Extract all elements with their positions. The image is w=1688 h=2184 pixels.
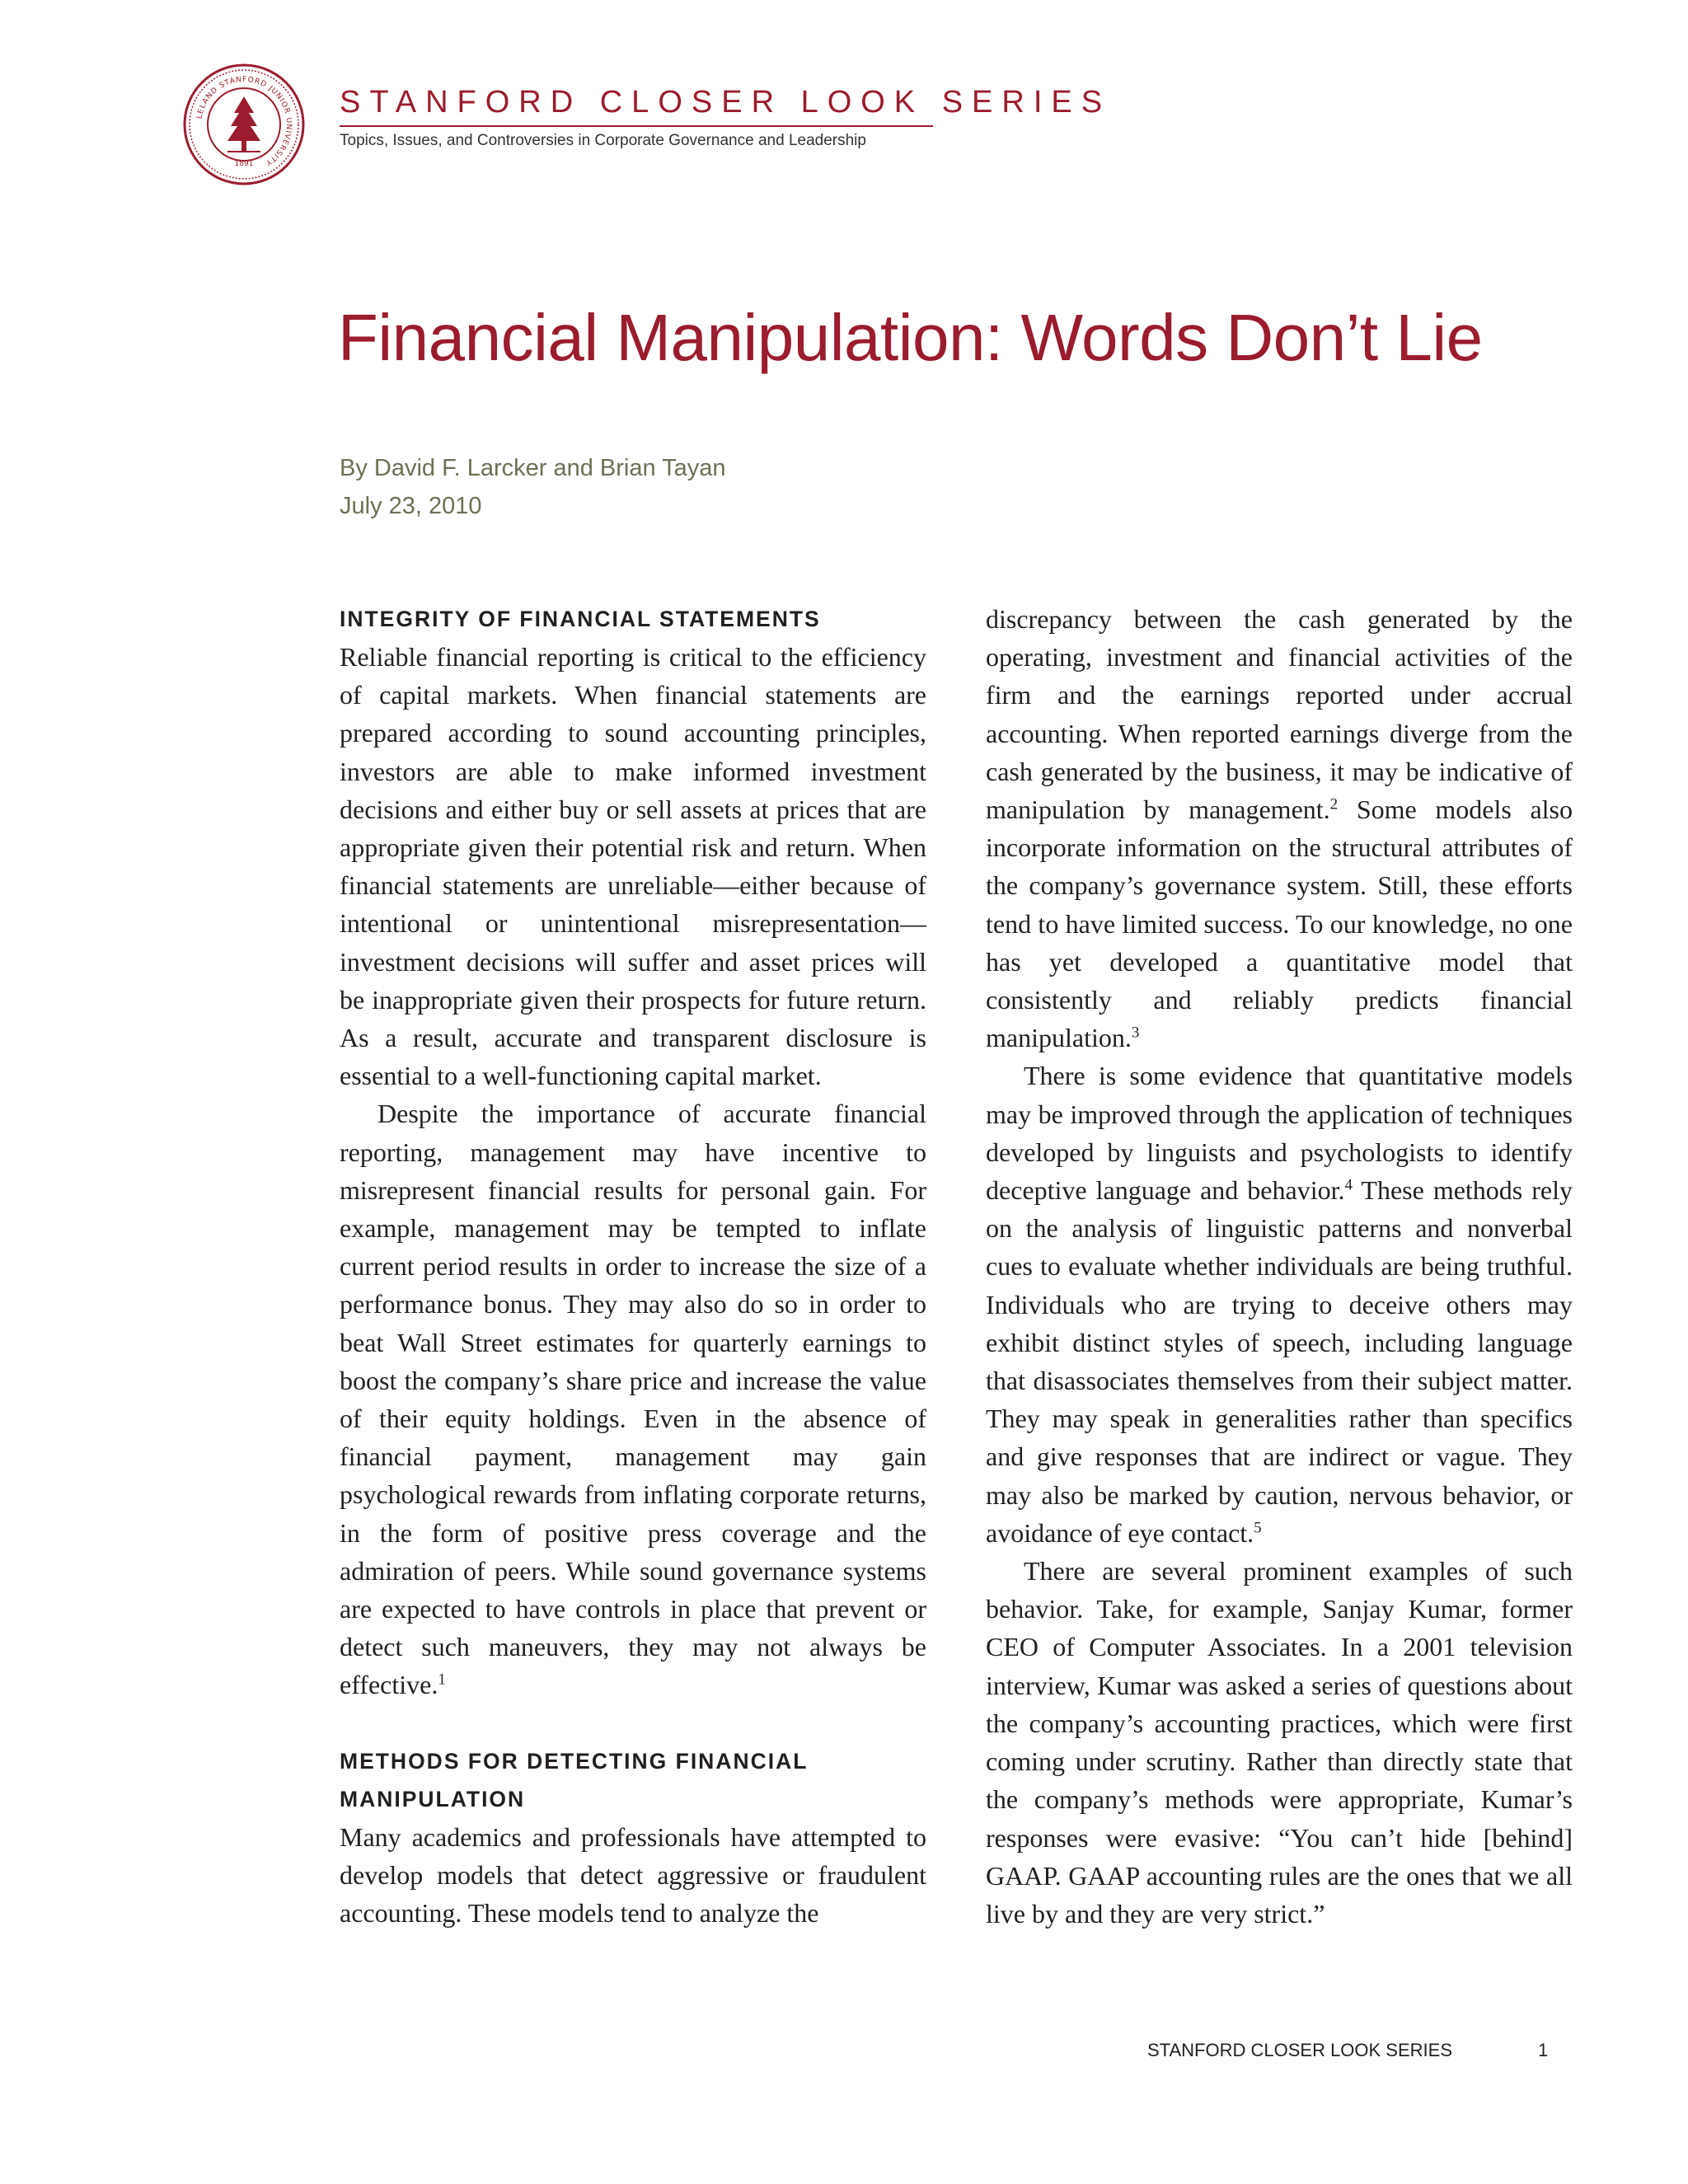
seal-ring-text: LELAND STANFORD JUNIOR UNIVERSITY (195, 75, 293, 167)
section-heading-methods: METHODS FOR DETECTING FINANCIAL MANIPULATION (340, 1748, 809, 1811)
university-seal-logo (183, 63, 305, 185)
footnote-marker-5: 5 (1254, 1519, 1262, 1537)
series-subtitle: Topics, Issues, and Controversies in Corporate Governance and Leadership (340, 132, 866, 149)
series-title: STANFORD CLOSER LOOK SERIES (340, 85, 1112, 120)
paragraph-kumar-example: There are several prominent examples of such behavior. Take, for example, Sanjay Kumar, former CEO of Computer Associates. In a 2001 television interview, Kumar was asked a series of questions about the company’s accounting practices, which were first coming under scrutiny. Rather than directly state that the company’s methods were appropriate, Kumar’s responses were evasive: “You can’t hide [behind] GAAP. GAAP accounting rules are the ones that we all live by and they are very strict.” (986, 1556, 1573, 1929)
footnote-marker-3: 3 (1131, 1024, 1140, 1042)
footnote-marker-1: 1 (438, 1671, 446, 1689)
section-heading-integrity: INTEGRITY OF FINANCIAL STATEMENTS (340, 607, 821, 631)
paragraph-reliable-reporting: Reliable financial reporting is critical to the efficiency of capital markets. When financial statements are prepared according to sound accounting principles, investors are able to make informed investment decisions and either buy or sell assets at prices that are appropriate given their potential risk and return. When financial statements are unreliable—either because of intentional or unintentional misrepresentation—investment decisions will suffer and asset prices will be inappropriate given their prospects for future return. As a result, accurate and transparent disclosure is essential to a well-functioning capital market. (340, 642, 926, 1091)
footnote-marker-2: 2 (1329, 795, 1339, 813)
paragraph-linguistic-evidence: There is some evidence that quantitative models may be improved through the application of techniques developed by linguists and psychologists to identify deceptive language and behavior.$^4$ These methods rely on the analysis of linguistic patterns and nonverbal cues to evaluate whether individuals are being truthful. Individuals who are trying to deceive others may exhibit distinct styles of speech, including language that disassociates themselves from their subject matter. They may speak in generalities rather than specifics and give responses that are indirect or vague. They may also be marked by caution, nervous behavior, or avoidance of eye contact.$^5$ (986, 1061, 1573, 1548)
article-date: July 23, 2010 (340, 493, 482, 519)
paragraph-detection-models: Many academics and professionals have attempted to develop models that detect aggressive or fraudulent accounting. These models tend to analyze the (340, 1821, 926, 1929)
article-title: Financial Manipulation: Words Don’t Lie (338, 301, 1483, 374)
page-number: 1 (1538, 2040, 1549, 2060)
footnote-marker-4: 4 (1344, 1176, 1353, 1194)
paragraph-cash-discrepancy: discrepancy between the cash generated by the operating, investment and financial activities of the firm and the earnings reported under accrual accounting. When reported earnings diverge from the cash generated by the business, it may be indicative of manipulation by management.$^2$ Some models also incorporate information on the structural attributes of the company’s governance system. Still, these efforts tend to have limited success. To our knowledge, no one has yet developed a quantitative model that consistently and reliably predicts financial manipulation.$^3$ (986, 604, 1573, 1053)
paragraph-management-incentive: Despite the importance of accurate financial reporting, management may have incentive to misrepresent financial results for personal gain. For example, management may be tempted to inflate current period results in order to increase the size of a performance bonus. They may also do so in order to beat Wall Street estimates for quarterly earnings to boost the company’s share price and increase the value of their equity holdings. Even in the absence of financial payment, management may gain psychological rewards from inflating corporate returns, in the form of positive press coverage and the admiration of peers. While sound governance systems are expected to have controls in place that prevent or detect such maneuvers, they may not always be effective.$^1$ (340, 1099, 926, 1700)
series-divider (340, 125, 933, 127)
article-byline: By David F. Larcker and Brian Tayan (340, 455, 726, 481)
right-column (986, 600, 1573, 1933)
left-column (340, 600, 926, 1932)
seal-year: 1891 (234, 160, 254, 168)
footer-series-name: STANFORD CLOSER LOOK SERIES (1147, 2040, 1453, 2060)
